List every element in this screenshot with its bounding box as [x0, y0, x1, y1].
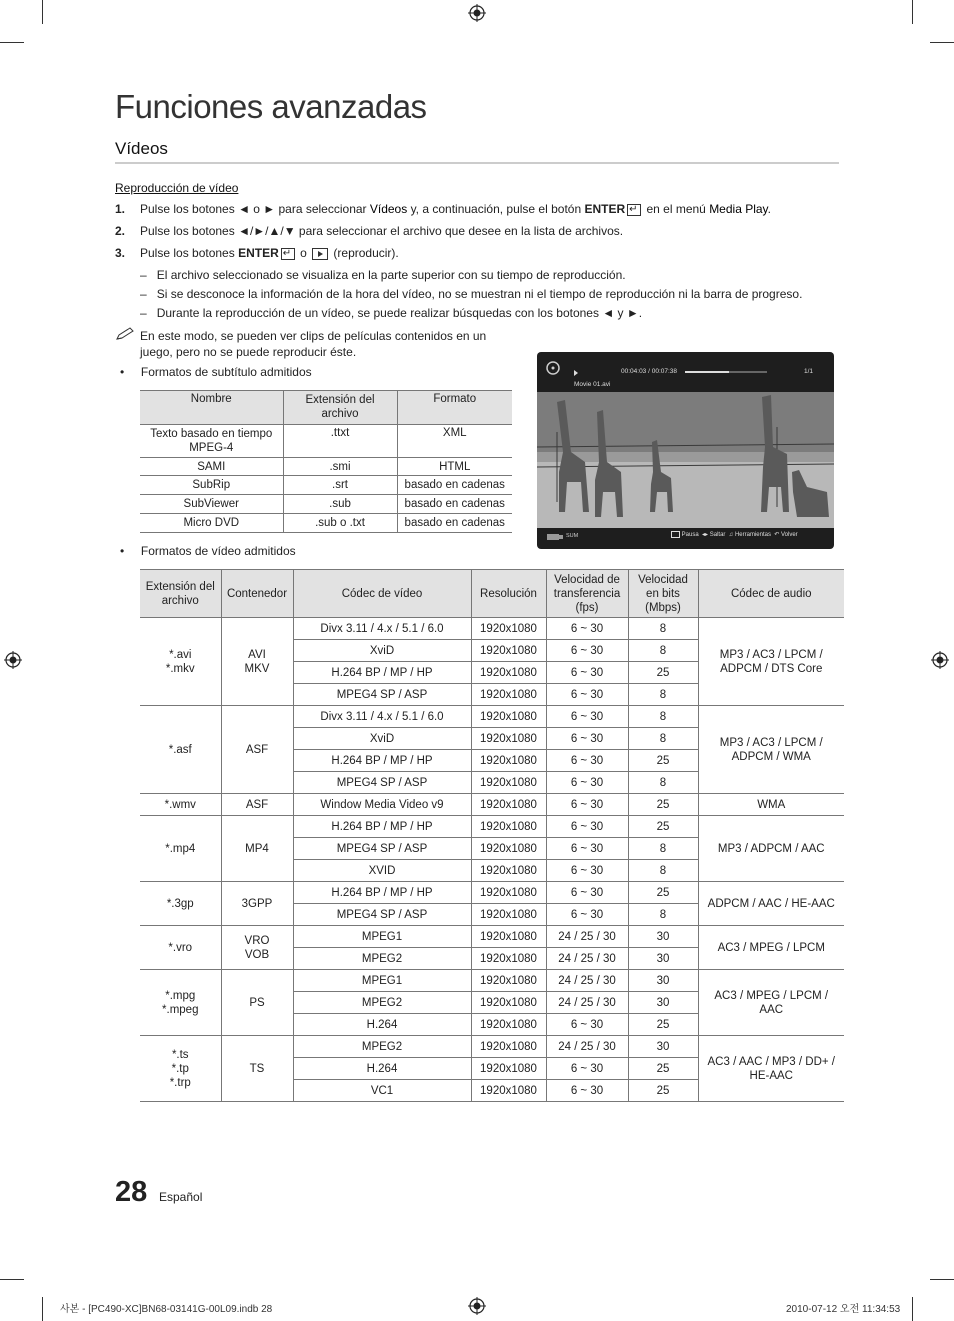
table-cell: 1920x1080 [471, 684, 546, 706]
table-cell: 25 [628, 794, 698, 816]
step-text: y, a continuación, pulse el botón [407, 202, 585, 216]
key-name: ENTER [238, 246, 279, 260]
table-cell: MP3 / AC3 / LPCM / ADPCM / WMA [698, 706, 844, 794]
bullet-video: • Formatos de vídeo admitidos [120, 544, 296, 558]
table-cell: 24 / 25 / 30 [546, 970, 628, 992]
dash-note: – Durante la reproducción de un vídeo, se puede realizar búsquedas con los botones ◄ y ►. [140, 306, 643, 320]
crop-mark [42, 0, 43, 24]
table-cell: 1920x1080 [471, 640, 546, 662]
table-cell: 6 ~ 30 [546, 750, 628, 772]
step-text: Pulse los botones [140, 246, 239, 260]
step-text: o [296, 246, 311, 260]
table-cell: *.ts *.tp *.trp [140, 1036, 221, 1102]
table-cell: 8 [628, 706, 698, 728]
menu-name: Vídeos [369, 202, 408, 216]
table-cell: 6 ~ 30 [546, 684, 628, 706]
table-header: Códec de audio [698, 570, 844, 618]
device-label: SUM [566, 533, 579, 539]
registration-mark-icon [4, 651, 22, 669]
crop-mark [912, 0, 913, 24]
table-cell: MPEG4 SP / ASP [293, 838, 471, 860]
registration-mark-icon [468, 4, 486, 22]
table-cell: 30 [628, 926, 698, 948]
table-cell: AC3 / MPEG / LPCM [698, 926, 844, 970]
playback-time: 00:04:03 / 00:07:38 [621, 368, 678, 375]
table-cell: Micro DVD [140, 514, 283, 533]
table-header: Contenedor [221, 570, 293, 618]
table-row [140, 618, 844, 640]
table-cell: Divx 3.11 / 4.x / 5.1 / 6.0 [293, 618, 471, 640]
table-cell: 1920x1080 [471, 926, 546, 948]
table-cell: MP3 / AC3 / LPCM / ADPCM / DTS Core [698, 618, 844, 706]
table-cell: ASF [221, 794, 293, 816]
table-cell: 24 / 25 / 30 [546, 992, 628, 1014]
table-cell: 1920x1080 [471, 794, 546, 816]
table-cell: 6 ~ 30 [546, 662, 628, 684]
table-cell: HTML [397, 458, 512, 476]
note-text: En este modo, se pueden ver clips de películas contenidos en un [140, 329, 487, 343]
table-cell: 30 [628, 992, 698, 1014]
video-formats-table [140, 569, 844, 1102]
table-cell: *.avi *.mkv [140, 618, 221, 706]
table-header: Velocidad de transferencia (fps) [546, 570, 628, 618]
table-cell: H.264 [293, 1058, 471, 1080]
table-cell: .srt [283, 476, 397, 495]
print-timestamp: 2010-07-12 오전 11:34:53 [786, 1304, 901, 1315]
section-title: Vídeos [115, 139, 168, 158]
table-cell: 8 [628, 860, 698, 882]
table-cell: Texto basado en tiempo MPEG-4 [140, 425, 283, 458]
progress-track [685, 371, 767, 373]
film-reel-icon [545, 360, 561, 376]
step-number: 1. [115, 202, 126, 216]
print-file-info: 사본 - [PC490-XC]BN68-03141G-00L09.indb 28 [60, 1304, 273, 1315]
table-cell: 8 [628, 838, 698, 860]
table-cell: 1920x1080 [471, 948, 546, 970]
note-text: juego, pero no se puede reproducir éste. [140, 345, 357, 359]
table-cell: MPEG1 [293, 970, 471, 992]
control-hints [671, 531, 798, 538]
table-cell: 3GPP [221, 882, 293, 926]
table-cell: MPEG2 [293, 1036, 471, 1058]
enter-icon [671, 531, 680, 538]
table-cell: SubRip [140, 476, 283, 495]
table-cell: MPEG2 [293, 948, 471, 970]
table-cell: *.mpg *.mpeg [140, 970, 221, 1036]
table-cell: *.vro [140, 926, 221, 970]
registration-mark-icon [468, 1297, 486, 1315]
table-cell: *.wmv [140, 794, 221, 816]
table-cell: 30 [628, 1036, 698, 1058]
media-player-screenshot [537, 352, 834, 549]
table-cell: 6 ~ 30 [546, 728, 628, 750]
table-cell: MPEG4 SP / ASP [293, 684, 471, 706]
table-cell: Divx 3.11 / 4.x / 5.1 / 6.0 [293, 706, 471, 728]
table-cell: *.3gp [140, 882, 221, 926]
left-right-icon: ◂▸ [702, 532, 709, 539]
dash-note: – Si se desconoce la información de la hora del vídeo, no se muestran ni el tiempo de reproducción ni la barra de progreso. [140, 287, 803, 301]
table-cell: basado en cadenas [397, 495, 512, 514]
table-cell: 6 ~ 30 [546, 772, 628, 794]
table-cell: 1920x1080 [471, 662, 546, 684]
table-cell: XML [397, 425, 512, 458]
table-cell: *.asf [140, 706, 221, 794]
table-cell: 1920x1080 [471, 816, 546, 838]
table-cell: MP4 [221, 816, 293, 882]
subtitle-formats-table [140, 390, 512, 533]
section-divider [115, 162, 839, 164]
usb-device-icon [547, 533, 563, 541]
step-text: Pulse los botones ◄ o ► para seleccionar [140, 202, 370, 216]
table-cell: 24 / 25 / 30 [546, 1036, 628, 1058]
table-cell: H.264 BP / MP / HP [293, 816, 471, 838]
table-cell: 8 [628, 772, 698, 794]
table-cell: 1920x1080 [471, 1036, 546, 1058]
table-row [140, 1036, 844, 1058]
table-cell: 6 ~ 30 [546, 1058, 628, 1080]
table-cell: H.264 [293, 1014, 471, 1036]
step-3 [115, 246, 399, 261]
table-cell: 25 [628, 1080, 698, 1102]
tools-icon: ♫ [728, 532, 734, 539]
table-cell: 1920x1080 [471, 1014, 546, 1036]
table-row [140, 882, 844, 904]
return-icon: ↶ [774, 532, 780, 539]
control-hint-label: Saltar [709, 532, 726, 539]
play-icon [312, 248, 328, 260]
table-row [140, 816, 844, 838]
table-cell: TS [221, 1036, 293, 1102]
table-cell: Window Media Video v9 [293, 794, 471, 816]
bullet-subtitles: • Formatos de subtítulo admitidos [120, 365, 312, 379]
step-number: 2. [115, 224, 126, 238]
table-cell: 30 [628, 970, 698, 992]
table-cell: MPEG1 [293, 926, 471, 948]
table-cell: 6 ~ 30 [546, 860, 628, 882]
step-text: . [767, 202, 772, 216]
crop-mark [930, 42, 954, 43]
table-cell: ADPCM / AAC / HE-AAC [698, 882, 844, 926]
table-cell: 6 ~ 30 [546, 706, 628, 728]
menu-name: Media Play [709, 202, 768, 216]
table-cell: 1920x1080 [471, 1080, 546, 1102]
step-number: 3. [115, 246, 126, 260]
subheading: Reproducción de vídeo [115, 181, 239, 195]
table-cell: 6 ~ 30 [546, 838, 628, 860]
table-row [140, 970, 844, 992]
table-cell: .ttxt [283, 425, 397, 458]
table-cell: 1920x1080 [471, 904, 546, 926]
registration-mark-icon [931, 651, 949, 669]
table-cell: XviD [293, 728, 471, 750]
table-cell: 1920x1080 [471, 728, 546, 750]
table-cell: VRO VOB [221, 926, 293, 970]
table-cell: WMA [698, 794, 844, 816]
table-cell: 8 [628, 684, 698, 706]
table-cell: H.264 BP / MP / HP [293, 662, 471, 684]
table-cell: SubViewer [140, 495, 283, 514]
table-header: Códec de vídeo [293, 570, 471, 618]
dash-note: – El archivo seleccionado se visualiza en la parte superior con su tiempo de reproducción. [140, 268, 626, 282]
table-cell: 6 ~ 30 [546, 1080, 628, 1102]
page-number: 28 [115, 1176, 148, 1208]
table-header: Formato [397, 391, 512, 425]
table-cell: basado en cadenas [397, 476, 512, 495]
table-cell: VC1 [293, 1080, 471, 1102]
table-cell: *.mp4 [140, 816, 221, 882]
crop-mark [930, 1279, 954, 1280]
step-1 [115, 202, 771, 217]
table-row [140, 794, 844, 816]
table-cell: .sub o .txt [283, 514, 397, 533]
table-cell: 25 [628, 816, 698, 838]
table-cell: 1920x1080 [471, 618, 546, 640]
table-cell: 8 [628, 904, 698, 926]
table-cell: 25 [628, 662, 698, 684]
table-cell: MPEG2 [293, 992, 471, 1014]
table-cell: 25 [628, 882, 698, 904]
table-row [140, 926, 844, 948]
table-header: Resolución [471, 570, 546, 618]
table-cell: 6 ~ 30 [546, 640, 628, 662]
table-cell: XVID [293, 860, 471, 882]
table-header: Extensión del archivo [283, 391, 397, 425]
table-cell: 1920x1080 [471, 992, 546, 1014]
table-cell: 6 ~ 30 [546, 794, 628, 816]
control-hint-label: Volver [781, 532, 798, 539]
table-cell: AC3 / AAC / MP3 / DD+ / HE-AAC [698, 1036, 844, 1102]
table-cell: 1920x1080 [471, 838, 546, 860]
play-state-icon [574, 370, 578, 376]
table-cell: basado en cadenas [397, 514, 512, 533]
table-cell: 1920x1080 [471, 970, 546, 992]
table-cell: ASF [221, 706, 293, 794]
control-hint-label: Pausa [681, 532, 699, 539]
table-row [140, 706, 844, 728]
table-cell: 6 ~ 30 [546, 816, 628, 838]
table-cell: 1920x1080 [471, 860, 546, 882]
table-cell: 8 [628, 618, 698, 640]
table-cell: 25 [628, 1058, 698, 1080]
table-cell: MPEG4 SP / ASP [293, 772, 471, 794]
table-cell: 30 [628, 948, 698, 970]
table-cell: 6 ~ 30 [546, 904, 628, 926]
table-cell: H.264 BP / MP / HP [293, 882, 471, 904]
crop-mark [0, 1279, 24, 1280]
table-cell: 1920x1080 [471, 706, 546, 728]
enter-icon [281, 248, 295, 260]
step-text: (reproducir). [330, 246, 399, 260]
table-cell: H.264 BP / MP / HP [293, 750, 471, 772]
table-cell: 1920x1080 [471, 882, 546, 904]
table-cell: 25 [628, 1014, 698, 1036]
table-header: Velocidad en bits (Mbps) [628, 570, 698, 618]
table-cell: AVI MKV [221, 618, 293, 706]
table-cell: .sub [283, 495, 397, 514]
enter-icon [627, 204, 641, 216]
table-cell: 6 ~ 30 [546, 882, 628, 904]
file-counter: 1/1 [804, 368, 814, 375]
table-cell: AC3 / MPEG / LPCM / AAC [698, 970, 844, 1036]
table-cell: 6 ~ 30 [546, 618, 628, 640]
page-language: Español [159, 1190, 203, 1204]
step-2 [115, 224, 623, 239]
step-text: en el menú [643, 202, 710, 216]
pencil-note-icon [115, 327, 135, 341]
table-cell: 1920x1080 [471, 1058, 546, 1080]
table-cell: 8 [628, 640, 698, 662]
table-cell: MP3 / ADPCM / AAC [698, 816, 844, 882]
crop-mark [42, 1297, 43, 1321]
progress-fill [685, 371, 729, 373]
control-hint-label: Herramientas [734, 532, 771, 539]
table-header: Extensión del archivo [140, 570, 221, 618]
table-cell: .smi [283, 458, 397, 476]
step-text: Pulse los botones ◄/►/▲/▼ para seleccionar el archivo que desee en la lista de archivos. [140, 224, 624, 238]
video-frame-giraffes [537, 392, 834, 528]
table-cell: MPEG4 SP / ASP [293, 904, 471, 926]
table-cell: 6 ~ 30 [546, 1014, 628, 1036]
key-name: ENTER [584, 202, 626, 216]
crop-mark [0, 42, 24, 43]
table-cell: PS [221, 970, 293, 1036]
table-cell: 24 / 25 / 30 [546, 926, 628, 948]
table-header: Nombre [140, 391, 283, 425]
file-name: Movie 01.avi [574, 381, 611, 388]
table-cell: 1920x1080 [471, 750, 546, 772]
table-cell: 25 [628, 750, 698, 772]
table-cell: 24 / 25 / 30 [546, 948, 628, 970]
page-title: Funciones avanzadas [115, 88, 427, 125]
table-cell: SAMI [140, 458, 283, 476]
table-cell: 1920x1080 [471, 772, 546, 794]
table-cell: XviD [293, 640, 471, 662]
table-cell: 8 [628, 728, 698, 750]
crop-mark [912, 1297, 913, 1321]
